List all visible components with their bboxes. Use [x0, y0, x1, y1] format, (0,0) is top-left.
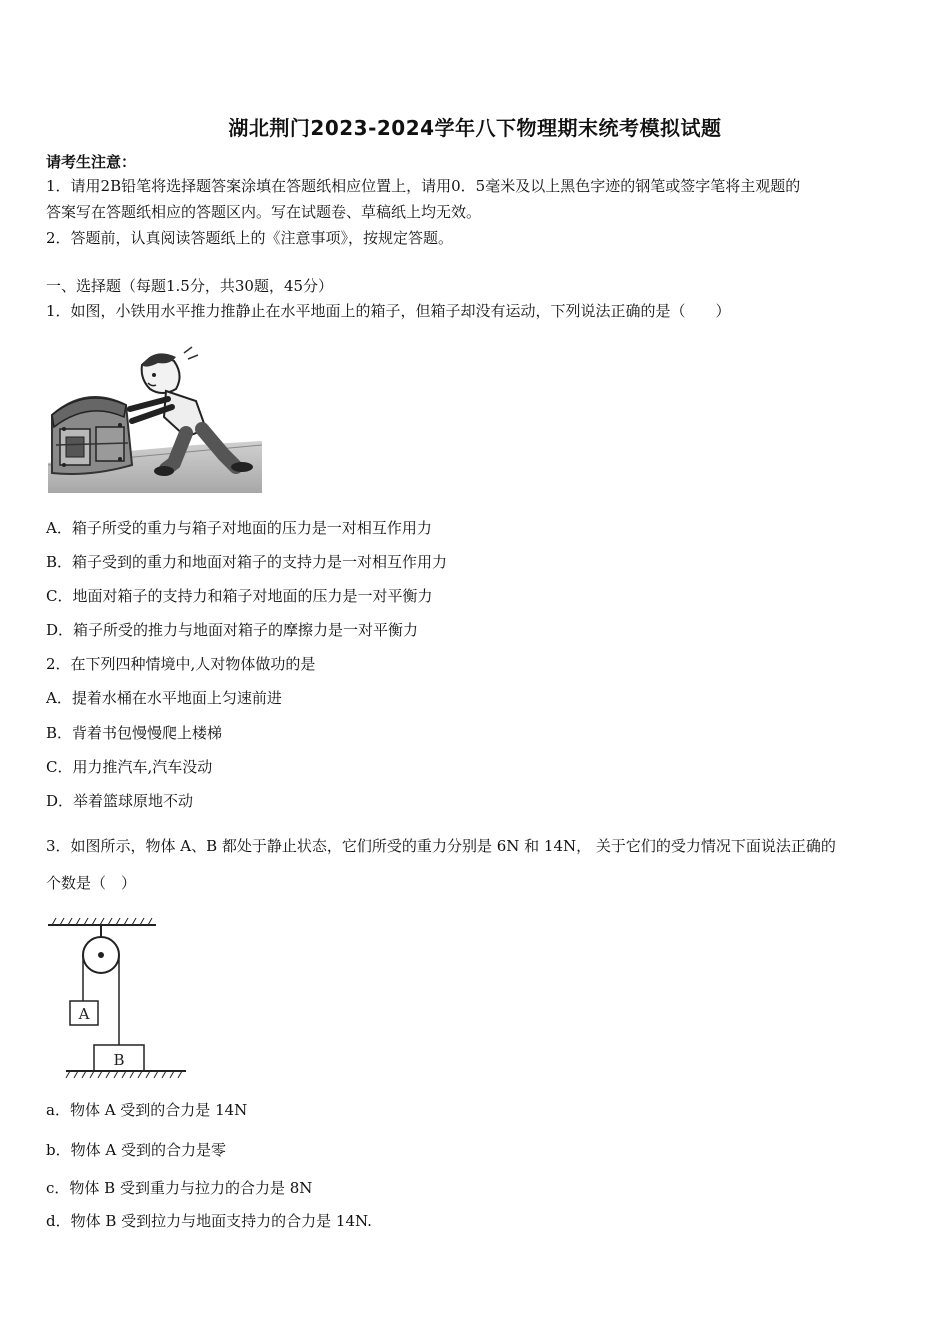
question-2-option-b: B．背着书包慢慢爬上楼梯: [46, 724, 223, 742]
question-1-stem: 1．如图，小铁用水平推力推静止在水平地面上的箱子，但箱子却没有运动，下列说法正确的是（ ）: [46, 302, 731, 320]
question-3-option-b: b．物体 A 受到的合力是零: [46, 1141, 226, 1159]
question-1-option-c: C．地面对箱子的支持力和箱子对地面的压力是一对平衡力: [46, 587, 433, 605]
question-3-figure-pulley: [46, 915, 188, 1080]
question-3-option-d: d．物体 B 受到拉力与地面支持力的合力是 14N.: [46, 1212, 372, 1230]
question-2-stem: 2．在下列四种情境中,人对物体做功的是: [46, 655, 316, 673]
notice-item-1-line-2: 答案写在答题纸相应的答题区内。写在试题卷、草稿纸上均无效。: [46, 203, 482, 221]
question-3-stem-line-2: 个数是（ ）: [46, 874, 137, 892]
question-1-option-a: A．箱子所受的重力与箱子对地面的压力是一对相互作用力: [46, 519, 432, 537]
question-3-option-c: c．物体 B 受到重力与拉力的合力是 8N: [46, 1179, 313, 1197]
notice-item-2: 2．答题前，认真阅读答题纸上的《注意事项》，按规定答题。: [46, 229, 454, 247]
question-2-option-d: D．举着篮球原地不动: [46, 792, 194, 810]
block-b-label: B: [113, 1051, 125, 1069]
block-a-label: A: [78, 1005, 90, 1023]
page-title: 湖北荆门2023-2024学年八下物理期末统考模拟试题: [228, 116, 722, 140]
question-1-figure-boy-pushing-box: [46, 345, 262, 493]
question-3-option-a: a．物体 A 受到的合力是 14N: [46, 1101, 248, 1119]
question-2-option-a: A．提着水桶在水平地面上匀速前进: [46, 689, 282, 707]
question-1-option-b: B．箱子受到的重力和地面对箱子的支持力是一对相互作用力: [46, 553, 448, 571]
notice-heading: 请考生注意：: [46, 153, 137, 171]
section-heading: 一、选择题（每题1.5分，共30题，45分）: [46, 277, 334, 295]
question-2-option-c: C．用力推汽车,汽车没动: [46, 758, 213, 776]
question-1-option-d: D．箱子所受的推力与地面对箱子的摩擦力是一对平衡力: [46, 621, 419, 639]
notice-item-1-line-1: 1．请用2B铅笔将选择题答案涂填在答题纸相应位置上，请用0．5毫米及以上黑色字迹的钢笔或签字笔将主观题的: [46, 177, 801, 195]
question-3-stem-line-1: 3．如图所示，物体 A、B 都处于静止状态，它们所受的重力分别是 6N 和 14N， 关于它们的受力情况下面说法正确的: [46, 837, 836, 855]
